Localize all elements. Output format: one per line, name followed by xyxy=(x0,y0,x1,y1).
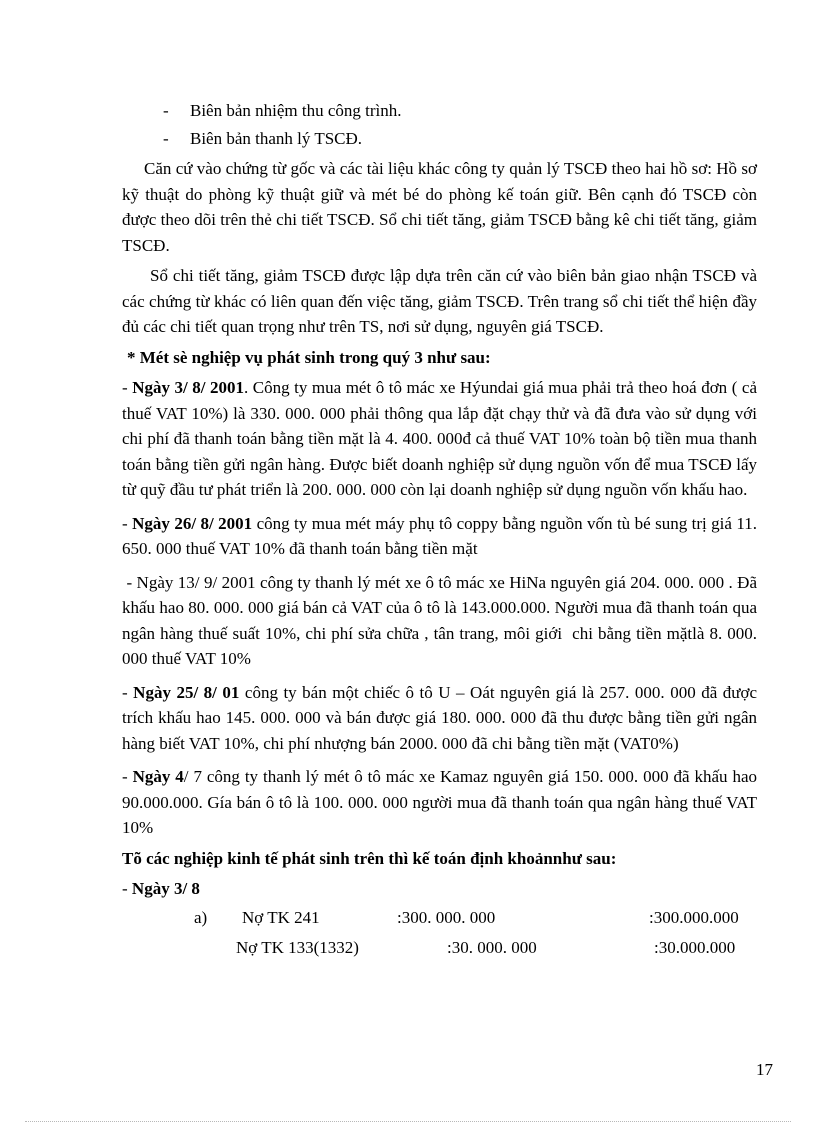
paragraph-records: Căn cứ vào chứng từ gốc và các tài liệu khác công ty quản lý TSCĐ theo hai hồ sơ: Hồ sơ kỹ thuật do phòng kỹ thuật giữ và mét bé do phòng kế toán giữ. Bên cạnh đó TSCĐ còn được theo dõi trên thẻ chi tiết TSCĐ. Sổ chi tiết tăng, giảm TSCĐ bằng kê chi tiết tăng, giảm TSCĐ. xyxy=(122,159,757,255)
entry-account: Nợ TK 133(1332) xyxy=(236,937,359,957)
item-prefix: - xyxy=(122,513,133,533)
item-text: Ngày 13/ 9/ 2001 công ty thanh lý mét xe ô tô mác xe HiNa nguyên giá 204. 000. 000 . Đã khấu hao 80. 000. 000 giá bán cả VAT của ô tô là 143.000.000. Người mua đã thanh toán qua ngân hàng thuế suất 10%, chi phí sửa chữa , tân trang, môi giới chi bằng tiền mặtlà 8. 000. 000 thuế VAT 10% xyxy=(122,572,762,668)
entry-account: Nợ TK 241 xyxy=(242,907,320,927)
day-prefix: - xyxy=(122,879,132,898)
item-text: . Công ty mua mét ô tô mác xe Hýundai giá mua phải trả theo hoá đơn ( cả thuế VAT 10%) là 330. 000. 000 phải thông qua lắp đặt chạy thử và đã đưa vào sử dụng với chi phí đã thanh toán bằng tiền mặt là 4. 400. 000đ cả thuế VAT 10% toàn bộ tiền mua thanh toán bằng tiền gửi ngân hàng. Được biết doanh nghiệp sử dụng nguồn vốn để mua TSCĐ lấy từ quỹ đầu tư phát triển là 200. 000. 000 còn lại doanh nghiệp sử dụng nguồn vốn khấu hao. xyxy=(122,378,757,499)
item-date: Ngày 25/ 8/ 01 xyxy=(133,682,240,702)
item-prefix: - xyxy=(122,682,134,702)
item-text: công ty mua mét máy phụ tô coppy bằng nguồn vốn tù bé sung trị giá 11. 650. 000 thuế VAT 10% đã thanh toán bằng tiền mặt xyxy=(122,513,757,558)
journal-entry-row xyxy=(139,905,757,932)
entry-amount: :300. 000. 000 xyxy=(397,907,496,927)
footer-divider xyxy=(25,1121,791,1122)
item-date: Ngày 4 xyxy=(132,767,184,786)
item-date: Ngày 3/ 8/ 2001 xyxy=(132,378,245,397)
section-heading-entries: Tõ các nghiệp kinh tế phát sinh trên thì kế toán định khoảnnhư sau: xyxy=(122,848,617,868)
bullet-dash: - xyxy=(163,101,169,120)
entry-total: :30.000.000 xyxy=(654,937,736,957)
bullet-dash: - xyxy=(163,128,169,148)
item-date: Ngày 26/ 8/ 2001 xyxy=(132,513,253,533)
transaction-item xyxy=(122,570,762,672)
entry-total: :300.000.000 xyxy=(649,907,739,927)
transaction-item xyxy=(122,375,757,503)
section-heading-transactions: * Mét sè nghiệp vụ phát sinh trong quý 3 như sau: xyxy=(127,347,491,367)
page-content xyxy=(122,98,762,962)
bullet-item xyxy=(163,98,757,124)
day-date: Ngày 3/ 8 xyxy=(131,879,200,898)
item-text: công ty bán một chiếc ô tô U – Oát nguyên giá là 257. 000. 000 đã được trích khấu hao 145. 000. 000 và bán được giá 180. 000. 000 đã thu được bằng tiền gửi ngân hàng biết VAT 10%, chi phí nhượng bán 2000. 000 đã chi bằng tiền mặt (VAT0%) xyxy=(122,682,757,753)
day-label xyxy=(122,876,757,902)
entry-label: a) xyxy=(194,907,208,927)
entry-amount: :30. 000. 000 xyxy=(447,937,537,957)
transaction-item xyxy=(122,680,757,757)
item-prefix: - xyxy=(122,767,133,786)
bullet-text: Biên bản nhiệm thu công trình. xyxy=(190,101,402,120)
item-text: / 7 công ty thanh lý mét ô tô mác xe Kamaz nguyên giá 150. 000. 000 đã khấu hao 90.000.000. Gía bán ô tô là 100. 000. 000 người mua đã thanh toán qua ngân hàng thuế VAT 10% xyxy=(122,767,757,837)
transaction-item xyxy=(122,764,757,841)
journal-entry-row xyxy=(139,935,757,962)
bullet-text: Biên bản thanh lý TSCĐ. xyxy=(190,128,363,148)
paragraph-ledger: Sổ chi tiết tăng, giảm TSCĐ được lập dựa trên căn cứ vào biên bản giao nhận TSCĐ và các chứng từ khác có liên quan đến việc tăng, giảm TSCĐ. Trên trang sổ chi tiết thể hiện đầy đủ các chi tiết quan trọng như trên TS, nơi sử dụng, nguyên giá TSCĐ. xyxy=(122,266,757,336)
transaction-item xyxy=(122,511,757,562)
item-prefix: - xyxy=(122,378,133,397)
bullet-item xyxy=(163,126,757,152)
item-prefix: - xyxy=(122,572,137,592)
page-number: 17 xyxy=(756,1060,773,1079)
